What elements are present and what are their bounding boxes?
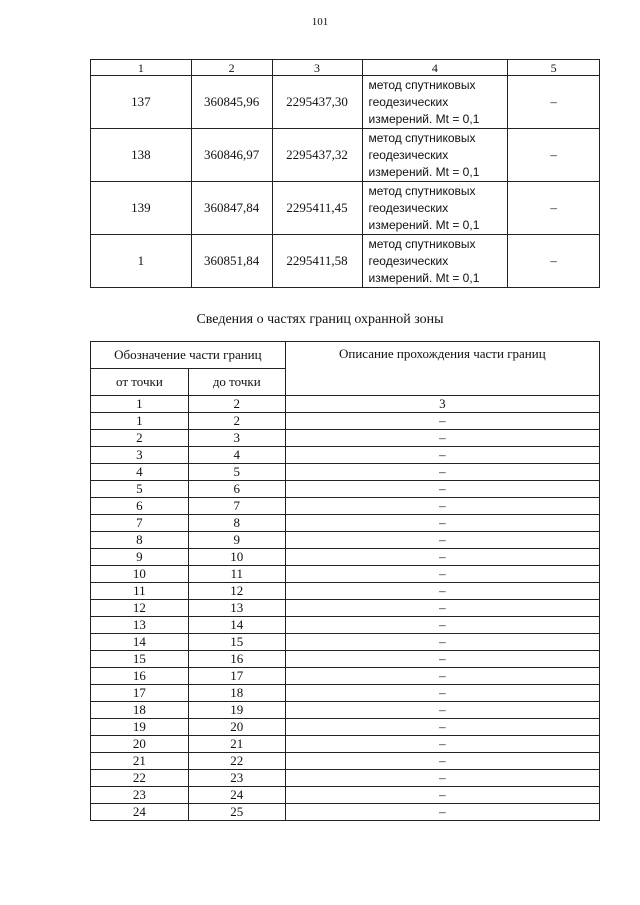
description-cell: – [285,464,599,481]
point-number-cell: 138 [91,129,192,182]
method-line: метод спутниковых [368,130,476,145]
point-number-cell: 1 [91,235,192,288]
description-cell: – [285,566,599,583]
table-row [91,787,600,804]
table-row [91,464,600,481]
method-line: измерений. Mt = 0,1 [368,217,480,232]
description-cell: – [285,719,599,736]
description-cell: – [285,481,599,498]
from-point-cell: 5 [91,481,189,498]
method-cell [362,129,508,182]
column-number: 2 [188,396,285,413]
method-line: метод спутниковых [368,236,476,251]
boundary-parts-table [90,341,600,821]
column-number: 2 [191,60,272,76]
table-row [91,753,600,770]
method-cell [362,235,508,288]
description-cell: – [285,549,599,566]
y-coordinate-cell: 2295411,58 [272,235,362,288]
to-point-cell: 17 [188,668,285,685]
description-cell: – [285,634,599,651]
method-line: метод спутниковых [368,77,476,92]
table-row [91,685,600,702]
table-row [91,617,600,634]
method-cell [362,76,508,129]
to-point-cell: 25 [188,804,285,821]
note-cell: – [508,235,600,288]
to-point-cell: 14 [188,617,285,634]
table-row [91,566,600,583]
column-number: 4 [362,60,508,76]
description-cell: – [285,447,599,464]
table-row [91,430,600,447]
description-cell: – [285,651,599,668]
to-point-cell: 6 [188,481,285,498]
from-point-cell: 17 [91,685,189,702]
to-point-cell: 11 [188,566,285,583]
to-point-cell: 8 [188,515,285,532]
table-row [91,651,600,668]
to-point-cell: 2 [188,413,285,430]
from-point-cell: 18 [91,702,189,719]
from-point-cell: 19 [91,719,189,736]
to-point-header: до точки [188,369,285,396]
to-point-cell: 22 [188,753,285,770]
x-coordinate-cell: 360847,84 [191,182,272,235]
to-point-cell: 10 [188,549,285,566]
designation-header: Обозначение части границ [91,342,286,369]
page-number: 101 [311,16,329,28]
column-number: 1 [91,60,192,76]
table-row [91,76,600,129]
description-header: Описание прохождения части границ [285,342,599,396]
table-row [91,634,600,651]
description-cell: – [285,668,599,685]
method-line: измерений. Mt = 0,1 [368,111,480,126]
table-row [91,182,600,235]
method-cell [362,182,508,235]
method-line: геодезических [368,147,449,162]
description-cell: – [285,736,599,753]
coordinates-table [90,59,600,288]
description-cell: – [285,430,599,447]
table-row [91,583,600,600]
description-cell: – [285,787,599,804]
table-row [91,770,600,787]
description-cell: – [285,617,599,634]
method-line: измерений. Mt = 0,1 [368,164,480,179]
from-point-cell: 20 [91,736,189,753]
from-point-cell: 12 [91,600,189,617]
description-cell: – [285,770,599,787]
from-point-cell: 16 [91,668,189,685]
from-point-header: от точки [91,369,189,396]
table-row [91,719,600,736]
table-row [91,804,600,821]
table-row [91,498,600,515]
method-line: геодезических [368,253,449,268]
table-row [91,532,600,549]
x-coordinate-cell: 360846,97 [191,129,272,182]
from-point-cell: 6 [91,498,189,515]
to-point-cell: 23 [188,770,285,787]
from-point-cell: 9 [91,549,189,566]
method-line: метод спутниковых [368,183,476,198]
to-point-cell: 21 [188,736,285,753]
from-point-cell: 1 [91,413,189,430]
to-point-cell: 12 [188,583,285,600]
from-point-cell: 4 [91,464,189,481]
column-number: 3 [272,60,362,76]
description-cell: – [285,413,599,430]
description-cell: – [285,804,599,821]
y-coordinate-cell: 2295437,32 [272,129,362,182]
header-row [91,342,600,369]
to-point-cell: 16 [188,651,285,668]
description-cell: – [285,702,599,719]
table-row [91,736,600,753]
method-line: измерений. Mt = 0,1 [368,270,480,285]
description-cell: – [285,532,599,549]
to-point-cell: 18 [188,685,285,702]
from-point-cell: 8 [91,532,189,549]
from-point-cell: 14 [91,634,189,651]
from-point-cell: 13 [91,617,189,634]
from-point-cell: 10 [91,566,189,583]
method-line: геодезических [368,94,449,109]
table-row [91,235,600,288]
point-number-cell: 137 [91,76,192,129]
to-point-cell: 13 [188,600,285,617]
table-row [91,668,600,685]
to-point-cell: 5 [188,464,285,481]
to-point-cell: 19 [188,702,285,719]
column-number-row [91,60,600,76]
column-number: 1 [91,396,189,413]
from-point-cell: 22 [91,770,189,787]
description-cell: – [285,515,599,532]
column-number: 3 [285,396,599,413]
table-row [91,515,600,532]
description-cell: – [285,583,599,600]
from-point-cell: 24 [91,804,189,821]
table-row [91,600,600,617]
point-number-cell: 139 [91,182,192,235]
table-row [91,447,600,464]
note-cell: – [508,129,600,182]
table-row [91,129,600,182]
description-cell: – [285,753,599,770]
to-point-cell: 9 [188,532,285,549]
description-cell: – [285,498,599,515]
from-point-cell: 3 [91,447,189,464]
to-point-cell: 4 [188,447,285,464]
to-point-cell: 7 [188,498,285,515]
to-point-cell: 15 [188,634,285,651]
note-cell: – [508,76,600,129]
column-number-row [91,396,600,413]
table-row [91,702,600,719]
column-number: 5 [508,60,600,76]
table-row [91,413,600,430]
table-row [91,481,600,498]
y-coordinate-cell: 2295411,45 [272,182,362,235]
section-title: Сведения о частях границ охранной зоны [196,312,444,327]
note-cell: – [508,182,600,235]
x-coordinate-cell: 360845,96 [191,76,272,129]
to-point-cell: 3 [188,430,285,447]
to-point-cell: 24 [188,787,285,804]
from-point-cell: 23 [91,787,189,804]
description-cell: – [285,685,599,702]
from-point-cell: 2 [91,430,189,447]
y-coordinate-cell: 2295437,30 [272,76,362,129]
from-point-cell: 11 [91,583,189,600]
x-coordinate-cell: 360851,84 [191,235,272,288]
from-point-cell: 7 [91,515,189,532]
from-point-cell: 21 [91,753,189,770]
description-cell: – [285,600,599,617]
method-line: геодезических [368,200,449,215]
to-point-cell: 20 [188,719,285,736]
from-point-cell: 15 [91,651,189,668]
table-row [91,549,600,566]
